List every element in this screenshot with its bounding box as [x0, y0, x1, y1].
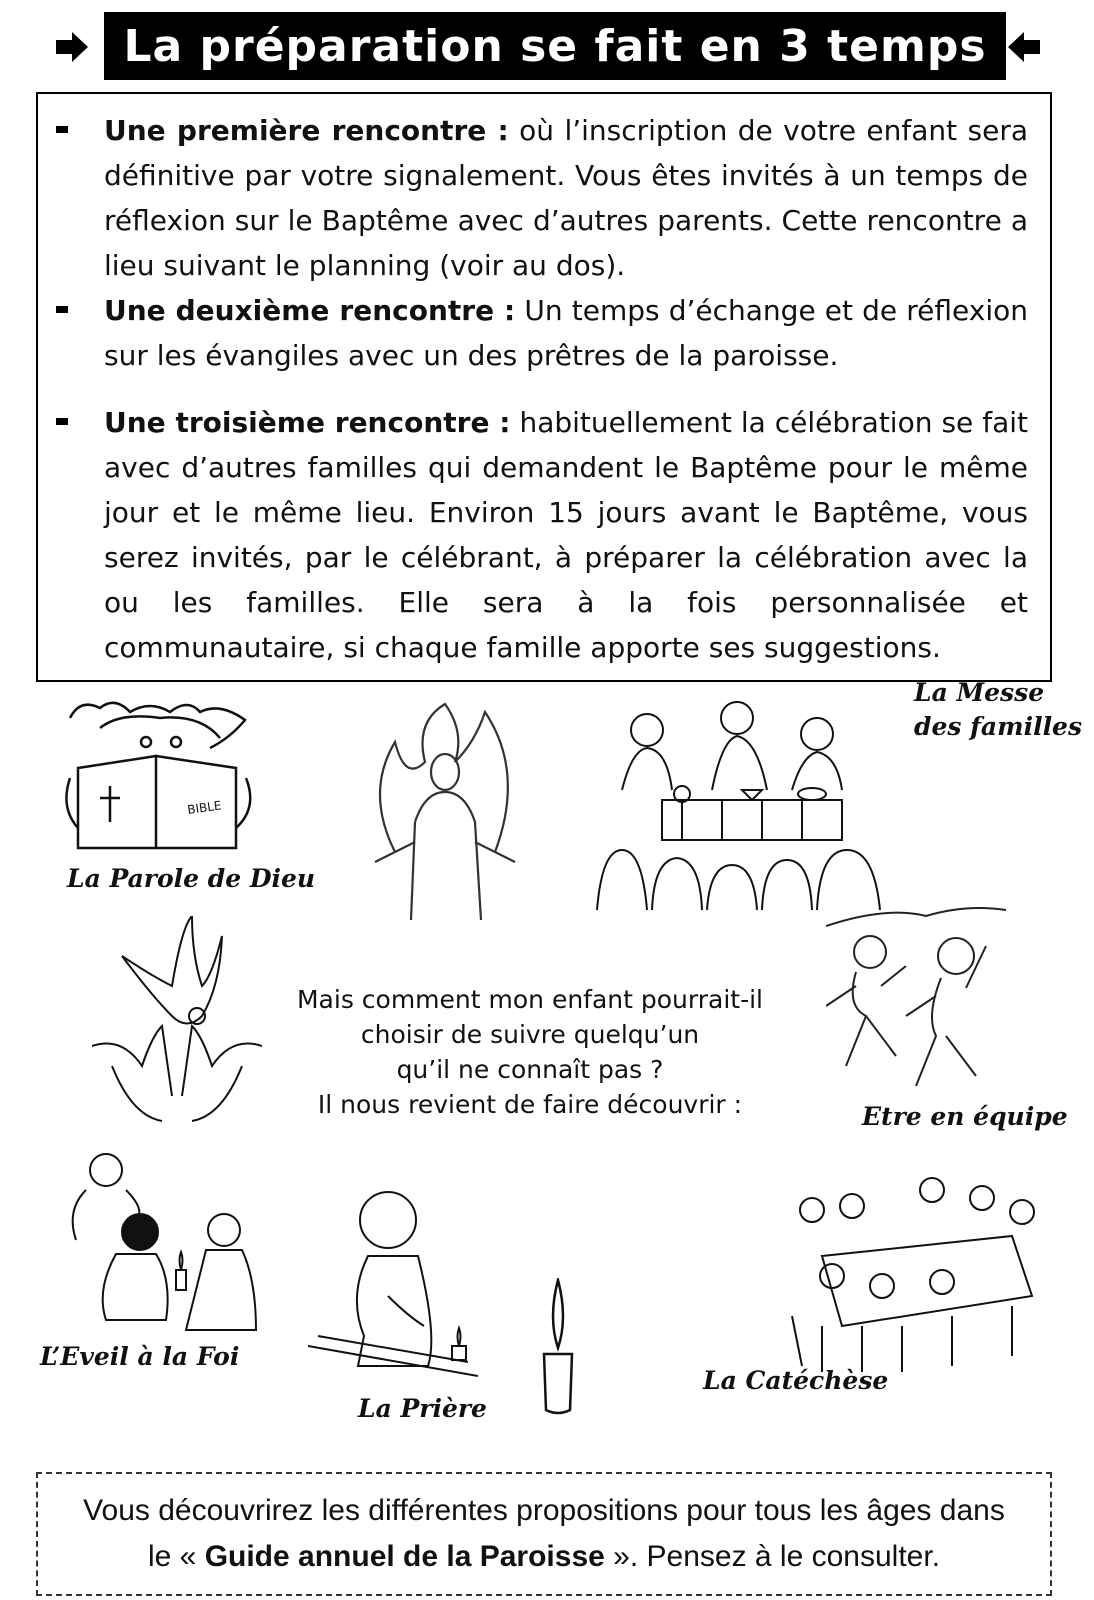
step-lead: Une deuxième rencontre :	[104, 294, 516, 327]
footer-text: ». Pensez à le consulter.	[604, 1540, 941, 1573]
footer-text: le «	[147, 1540, 205, 1573]
page-title: La préparation se fait en 3 temps	[104, 12, 1006, 80]
caption-parole-de-dieu: La Parole de Dieu	[67, 864, 316, 893]
step-text: où l’inscription de votre enfant sera définitive par votre signalement. Vous êtes invités à un temps de réflexion sur le Baptême avec d’autres parents. Cette rencontre a lieu suivant le planning (voir au dos).	[104, 114, 1028, 282]
bible-label: BIBLE	[186, 798, 223, 817]
bullet-icon	[56, 306, 68, 313]
children-running-illustration	[826, 896, 1006, 1096]
step-third-meeting	[104, 400, 1028, 670]
child-reading-bible-illustration	[60, 698, 260, 858]
steps-box	[36, 92, 1052, 682]
child-praying-illustration	[308, 1186, 478, 1382]
header	[54, 12, 1042, 82]
caption-messe-line2: des familles	[914, 712, 1083, 741]
footer-note	[36, 1472, 1052, 1596]
center-line: Il nous revient de faire découvrir :	[317, 1090, 743, 1119]
bullet-icon	[56, 418, 68, 425]
footer-line2	[148, 1534, 940, 1580]
candle-icon	[536, 1278, 580, 1418]
caption-priere: La Prière	[358, 1394, 487, 1423]
risen-figure-illustration	[355, 702, 535, 922]
eveil-foi-illustration	[56, 1150, 262, 1340]
center-line: qu’il ne connaît pas ?	[396, 1055, 664, 1084]
center-question	[260, 982, 800, 1122]
step-second-meeting	[104, 288, 1028, 378]
arrow-right-icon	[54, 30, 90, 64]
caption-etre-en-equipe: Etre en équipe	[862, 1102, 1068, 1131]
guide-title: Guide annuel de la Paroisse	[204, 1540, 605, 1573]
caption-messe-line1: La Messe	[914, 678, 1045, 707]
bullet-icon	[56, 126, 68, 133]
step-lead: Une troisième rencontre :	[104, 406, 511, 439]
dove-hands-illustration	[92, 916, 262, 1126]
center-line: choisir de suivre quelqu’un	[360, 1020, 700, 1049]
footer-line1: Vous découvrirez les différentes propositions pour tous les âges dans	[83, 1494, 1005, 1527]
caption-catechese: La Catéchèse	[703, 1366, 889, 1395]
catechism-group-illustration	[782, 1176, 1052, 1376]
family-mass-illustration	[592, 700, 882, 910]
center-line: Mais comment mon enfant pourrait-il	[296, 985, 763, 1014]
step-text: Un temps d’échange et de réflexion sur les évangiles avec un des prêtres de la paroisse.	[104, 294, 1028, 372]
caption-eveil-foi: L’Eveil à la Foi	[40, 1342, 240, 1371]
arrow-left-icon	[1006, 30, 1042, 64]
step-text: habituellement la célébration se fait avec d’autres familles qui demandent le Baptême pour le même jour et le même lieu. Environ 15 jours avant le Baptême, vous serez invités, par le célébrant, à préparer la célébration avec la ou les familles. Elle sera à la fois personnalisée et communautaire, si chaque famille apporte ses suggestions.	[104, 406, 1029, 664]
step-lead: Une première rencontre :	[104, 114, 509, 147]
step-first-meeting	[104, 108, 1028, 288]
